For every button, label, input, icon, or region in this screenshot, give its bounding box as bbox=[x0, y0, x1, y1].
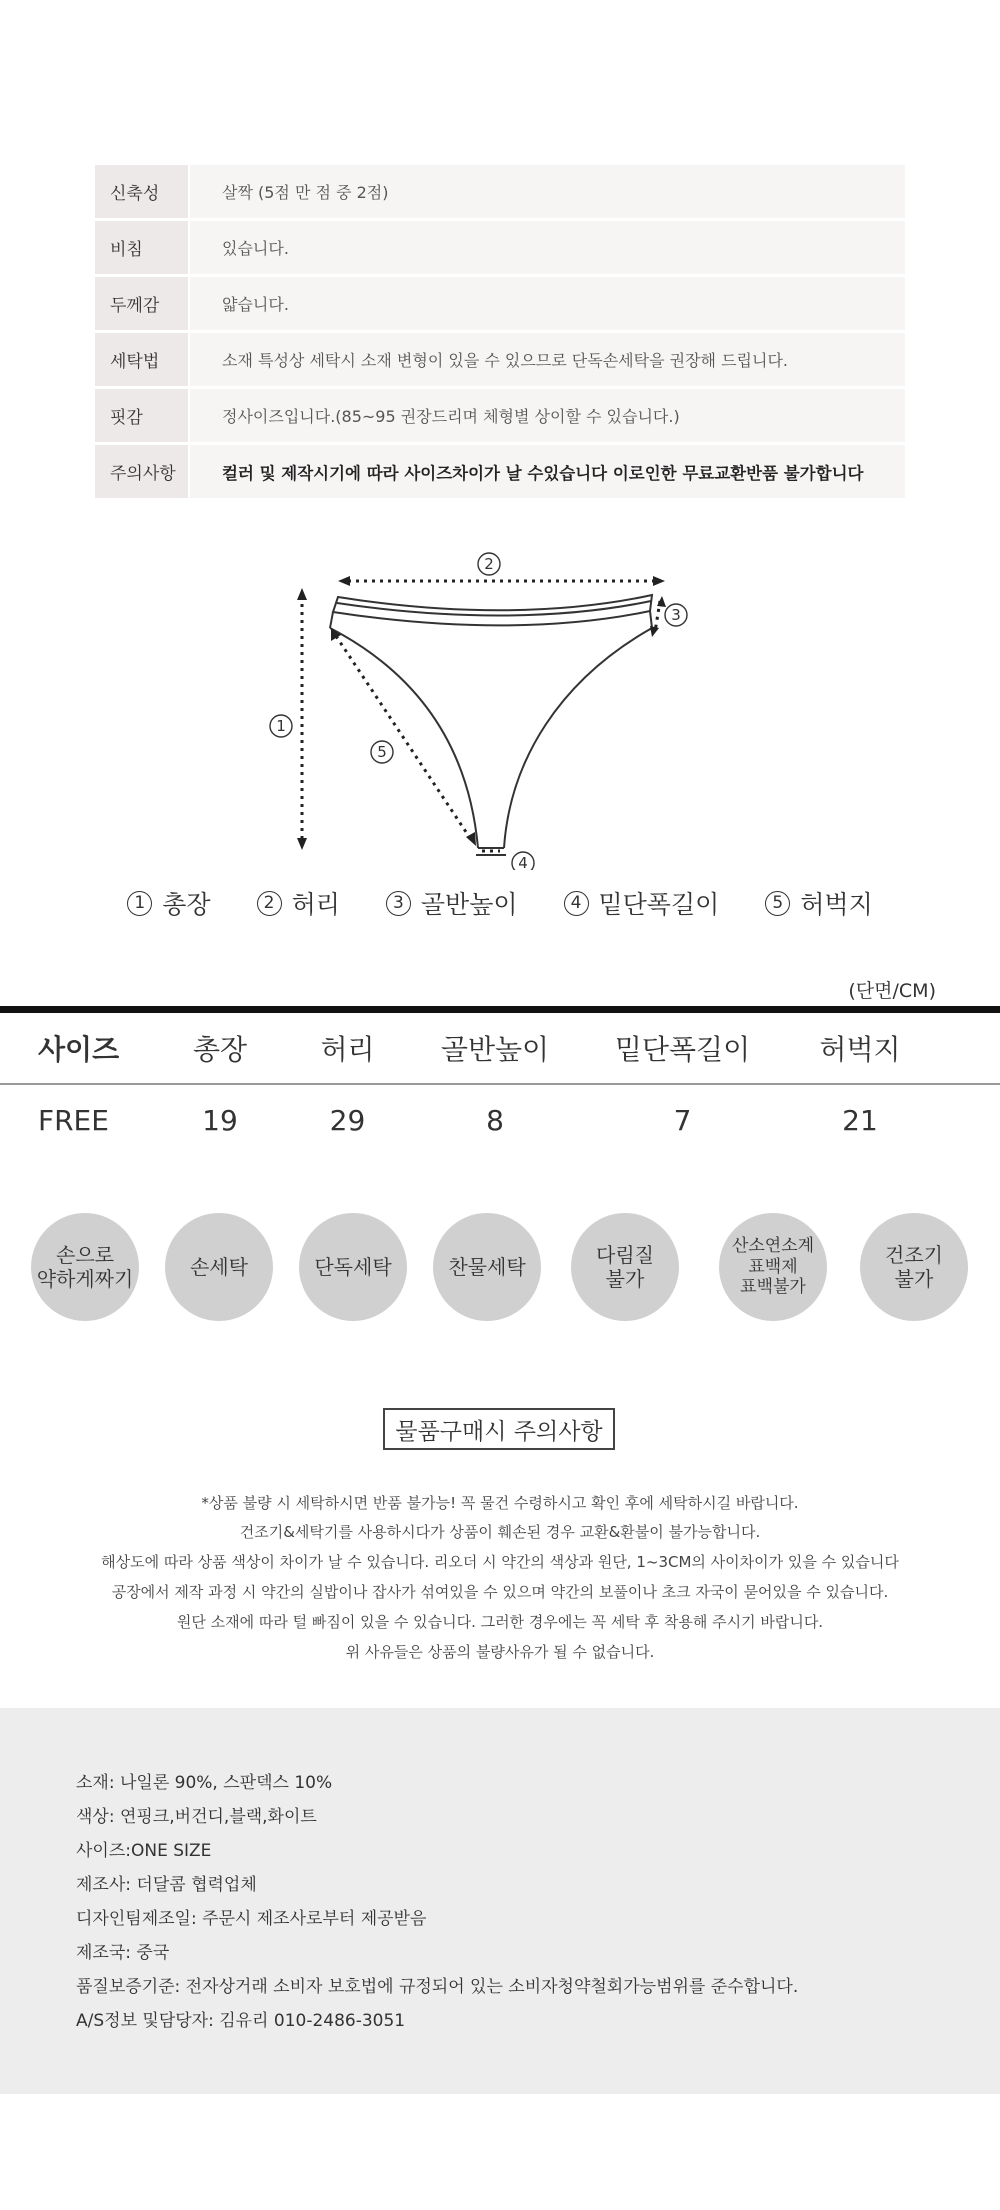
spec-value-caution: 컬러 및 제작시기에 따라 사이즈차이가 날 수있습니다 이로인한 무료교환반품 불가합니다 bbox=[190, 445, 905, 498]
legend-item bbox=[765, 885, 872, 921]
size-table-header bbox=[0, 1013, 1000, 1083]
table-row bbox=[0, 1085, 1000, 1155]
info-line: 디자인팀제조일: 주문시 제조사로부터 제공받음 bbox=[76, 1909, 427, 1929]
info-line: 제조사: 더달콤 협력업체 bbox=[76, 1875, 257, 1895]
spec-value: 소재 특성상 세탁시 소재 변형이 있을 수 있으므로 단독손세탁을 권장해 드립니다. bbox=[190, 333, 905, 386]
notice-line: 해상도에 따라 상품 색상이 차이가 날 수 있습니다. 리오더 시 약간의 색상과 원단, 1~3CM의 사이차이가 있을 수 있습니다 bbox=[101, 1553, 899, 1571]
table-cell: 7 bbox=[673, 1103, 692, 1137]
notice-line: 건조기&세탁기를 사용하시다가 상품이 훼손된 경우 교환&환불이 불가능합니다. bbox=[239, 1523, 761, 1541]
spec-label: 비침 bbox=[95, 221, 188, 274]
care-icon-no-ironing: 다림질 불가 bbox=[571, 1213, 679, 1321]
marker-5-label: 5 bbox=[377, 743, 387, 761]
legend-item bbox=[257, 885, 340, 921]
legend-item bbox=[127, 885, 210, 921]
spec-label: 주의사항 bbox=[95, 445, 188, 498]
spec-row bbox=[95, 333, 905, 386]
spec-row bbox=[95, 165, 905, 218]
care-icon-wash-separately: 단독세탁 bbox=[299, 1213, 407, 1321]
spec-table bbox=[95, 165, 905, 501]
table-top-rule bbox=[0, 1006, 1000, 1013]
table-cell: 19 bbox=[202, 1103, 238, 1137]
marker-3-label: 3 bbox=[671, 606, 681, 624]
spec-value: 있습니다. bbox=[190, 221, 905, 274]
spec-label: 핏감 bbox=[95, 389, 188, 442]
header-cell: 밑단폭길이 bbox=[614, 1033, 751, 1066]
info-line: 제조국: 중국 bbox=[76, 1943, 170, 1963]
table-cell: 29 bbox=[329, 1103, 366, 1137]
size-table bbox=[0, 1006, 1000, 1155]
marker-2-label: 2 bbox=[484, 555, 494, 573]
spec-row bbox=[95, 445, 905, 498]
measurement-diagram bbox=[0, 540, 1000, 870]
spec-label: 두께감 bbox=[95, 277, 188, 330]
legend-number: 1 bbox=[127, 891, 152, 916]
notice-line: 위 사유들은 상품의 불량사유가 될 수 없습니다. bbox=[345, 1643, 655, 1661]
notice-title: 물품구매시 주의사항 bbox=[383, 1408, 615, 1450]
header-cell: 골반높이 bbox=[440, 1033, 550, 1066]
legend-number: 2 bbox=[257, 891, 282, 916]
spec-value: 얇습니다. bbox=[190, 277, 905, 330]
header-cell: 사이즈 bbox=[38, 1033, 120, 1066]
info-line: 색상: 연핑크,버건디,블랙,화이트 bbox=[76, 1807, 317, 1827]
header-cell: 허벅지 bbox=[819, 1033, 901, 1066]
spec-label: 세탁법 bbox=[95, 333, 188, 386]
care-icon-no-dryer: 건조기 불가 bbox=[860, 1213, 968, 1321]
legend-number: 3 bbox=[386, 891, 411, 916]
care-icon-hand-wash: 손세탁 bbox=[165, 1213, 273, 1321]
care-icon-hand-wring: 손으로 약하게짜기 bbox=[31, 1213, 139, 1321]
legend-number: 5 bbox=[765, 891, 790, 916]
legend-label: 허벅지 bbox=[800, 890, 873, 919]
table-cell: 21 bbox=[842, 1103, 878, 1137]
care-icon-no-bleach: 산소연소계 표백제 표백불가 bbox=[719, 1213, 827, 1321]
legend-label: 총장 bbox=[162, 890, 211, 919]
measurement-legend bbox=[0, 885, 1000, 921]
spec-label: 신축성 bbox=[95, 165, 188, 218]
garment-outline bbox=[330, 595, 652, 855]
notice-line: *상품 불량 시 세탁하시면 반품 불가능! 꼭 물건 수령하시고 확인 후에 세탁하시길 바랍니다. bbox=[201, 1494, 799, 1512]
spec-value: 살짝 (5점 만 점 중 2점) bbox=[190, 165, 905, 218]
marker-1-label: 1 bbox=[276, 717, 286, 735]
spec-value: 정사이즈입니다.(85~95 권장드리며 체형별 상이할 수 있습니다.) bbox=[190, 389, 905, 442]
notice-line: 공장에서 제작 과정 시 약간의 실밥이나 잡사가 섞여있을 수 있으며 약간의 보풀이나 초크 자국이 묻어있을 수 있습니다. bbox=[111, 1583, 889, 1601]
table-cell: 8 bbox=[486, 1103, 504, 1137]
legend-number: 4 bbox=[564, 891, 589, 916]
table-cell: FREE bbox=[38, 1103, 109, 1137]
legend-label: 골반높이 bbox=[420, 890, 518, 919]
legend-item bbox=[564, 885, 720, 921]
info-line: 사이즈:ONE SIZE bbox=[76, 1841, 212, 1861]
product-info-panel bbox=[0, 1708, 1000, 2094]
spec-row bbox=[95, 221, 905, 274]
info-line: A/S정보 및담당자: 김유리 010-2486-3051 bbox=[76, 2011, 406, 2031]
info-line: 품질보증기준: 전자상거래 소비자 보호법에 규정되어 있는 소비자청약철회가능범위를 준수합니다. bbox=[76, 1977, 799, 1997]
spec-row bbox=[95, 389, 905, 442]
care-icon-cold-wash: 찬물세탁 bbox=[433, 1213, 541, 1321]
header-cell: 총장 bbox=[192, 1033, 248, 1066]
legend-label: 밑단폭길이 bbox=[598, 890, 720, 919]
header-cell: 허리 bbox=[320, 1033, 375, 1066]
notice-line: 원단 소재에 따라 털 빠짐이 있을 수 있습니다. 그러한 경우에는 꼭 세탁 후 착용해 주시기 바랍니다. bbox=[176, 1613, 824, 1631]
spec-row bbox=[95, 277, 905, 330]
legend-item bbox=[386, 885, 518, 921]
marker-4-label: 4 bbox=[518, 854, 528, 870]
legend-label: 허리 bbox=[291, 890, 340, 919]
dimension-lines bbox=[302, 581, 660, 851]
info-line: 소재: 나일론 90%, 스판덱스 10% bbox=[76, 1773, 333, 1793]
size-unit-label: (단면/CM) bbox=[848, 980, 936, 1002]
